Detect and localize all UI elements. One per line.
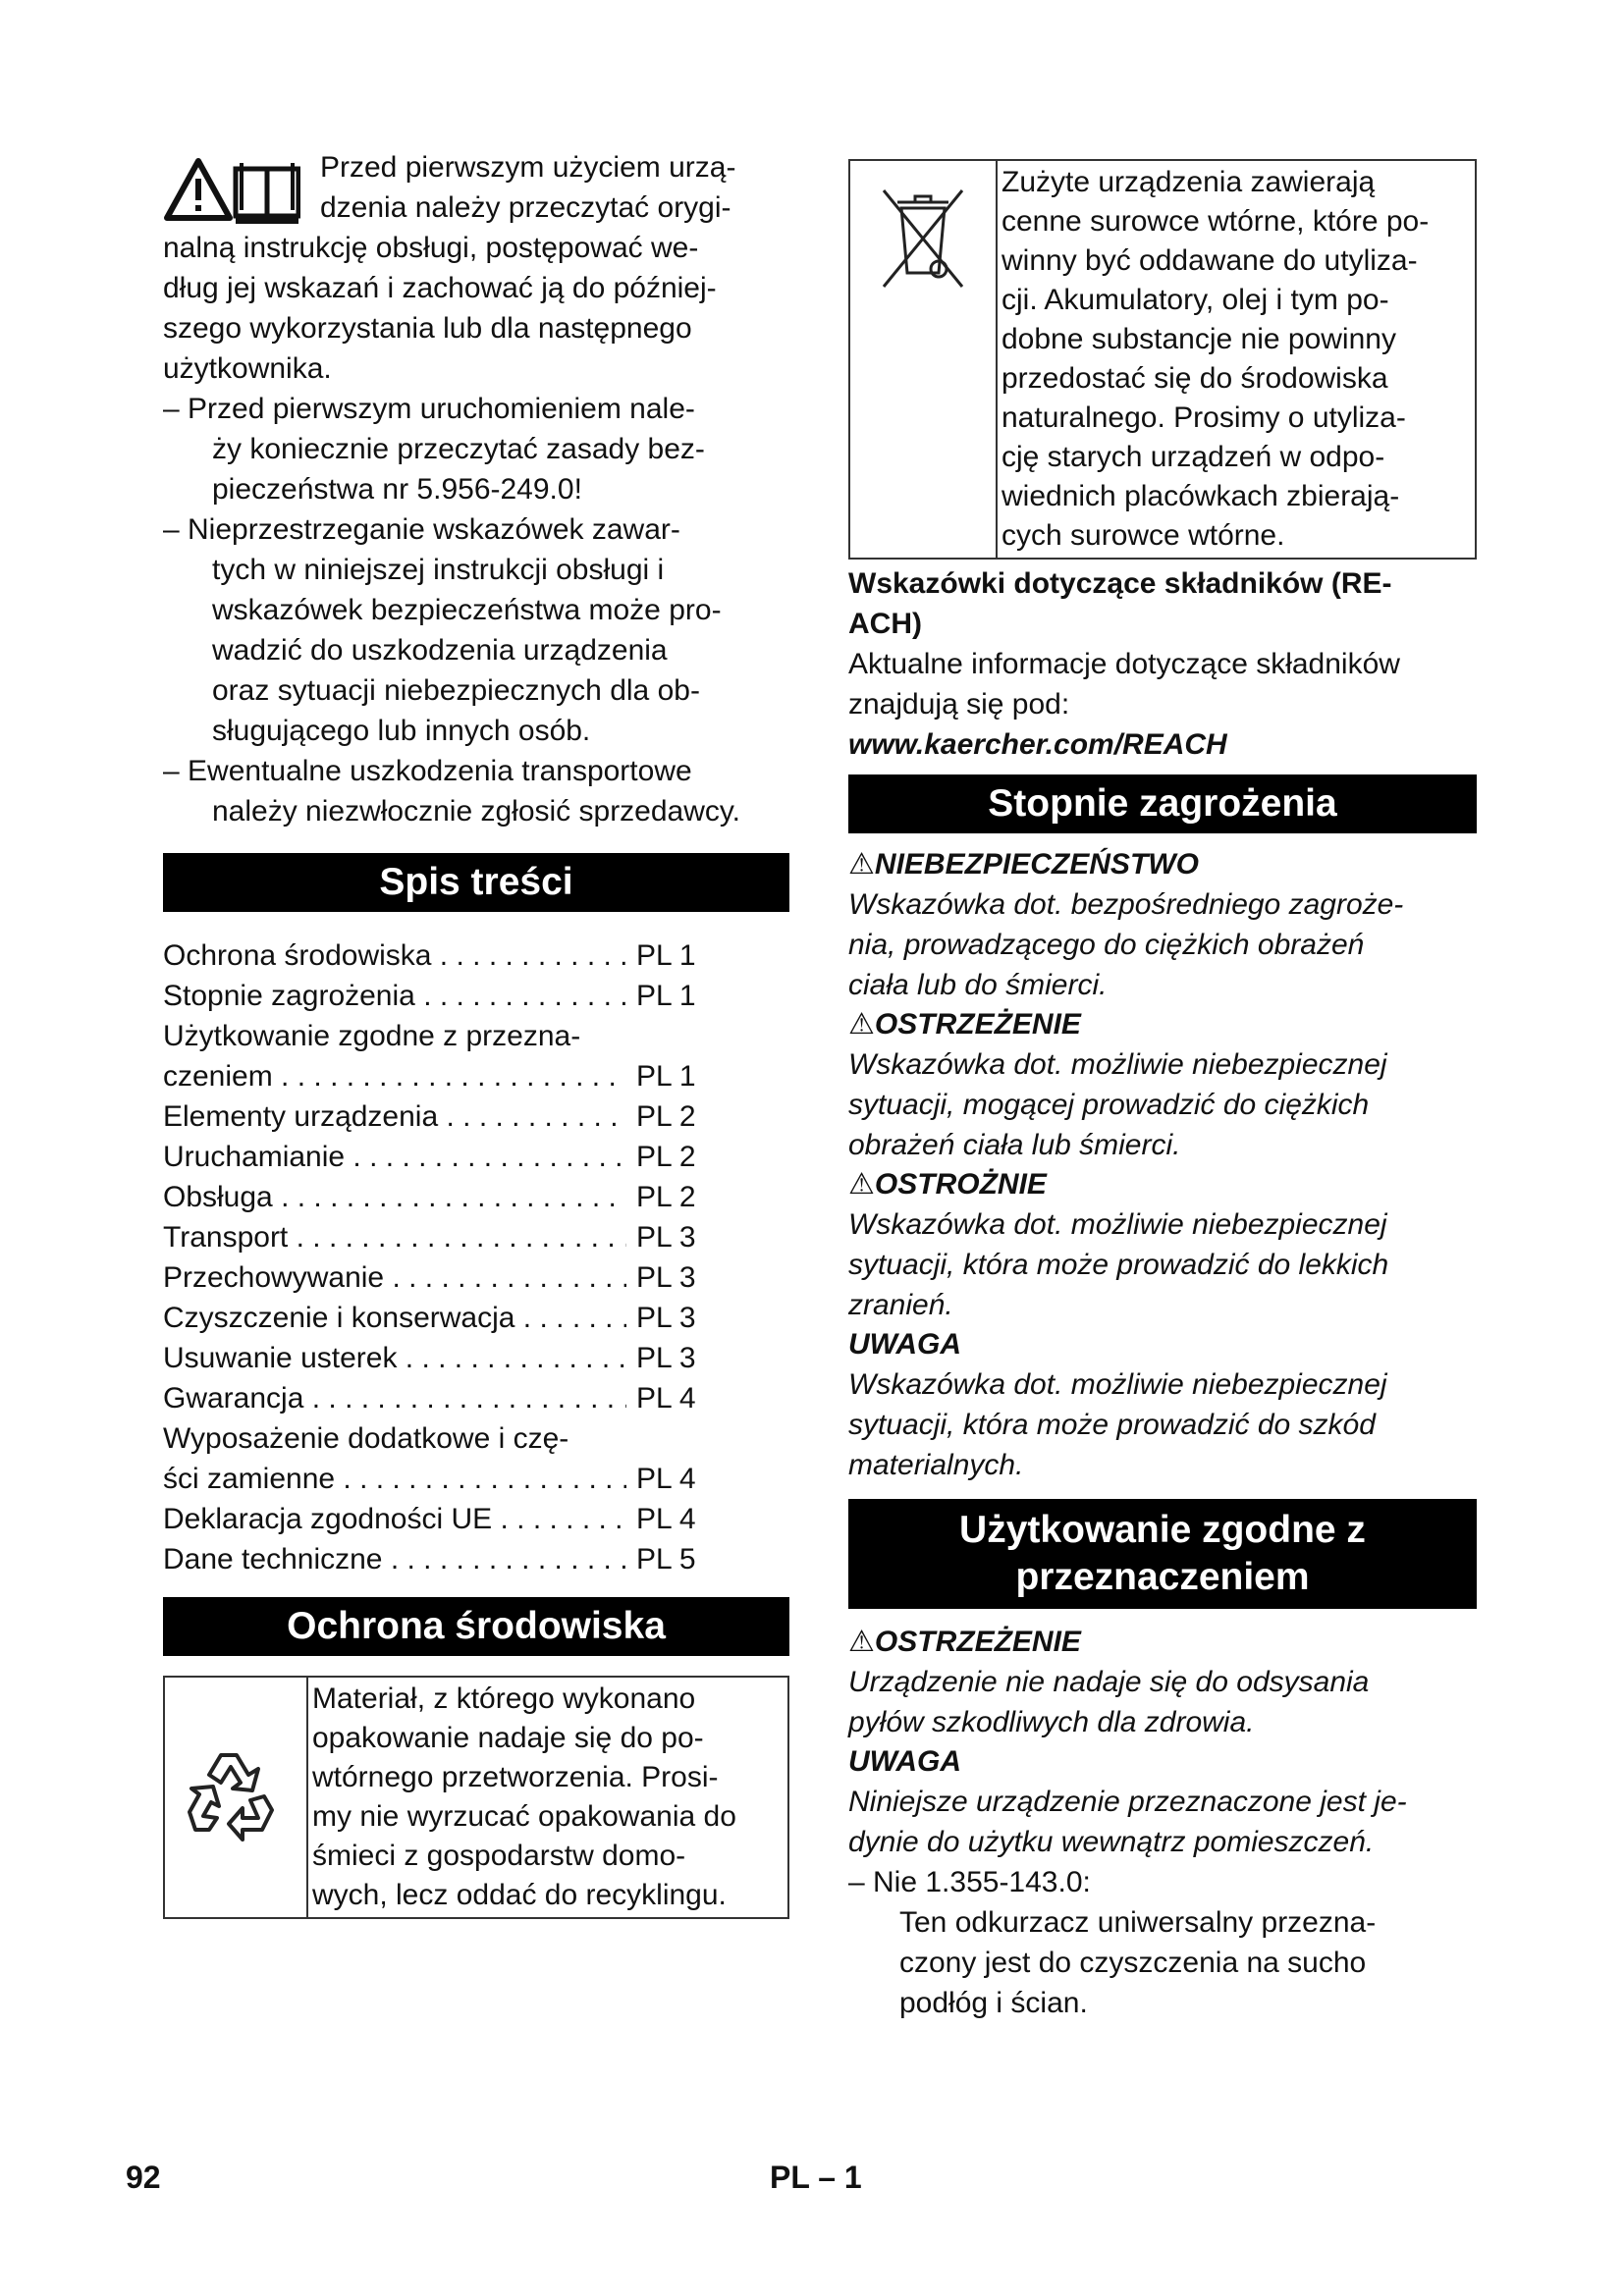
hazard-level-label: ⚠NIEBEZPIECZEŃSTWO	[848, 848, 1199, 881]
intro-line: użytkownika.	[163, 352, 332, 385]
toc-item-page: PL 1	[636, 939, 696, 972]
right-column	[848, 159, 1477, 2023]
usage-warning-label: ⚠OSTRZEŻENIE	[848, 1626, 1081, 1658]
usage-note-line: Niniejsze urządzenie przeznaczone jest je-	[848, 1786, 1407, 1818]
hazard-level-line: Wskazówka dot. możliwie niebezpiecznej	[848, 1208, 1387, 1241]
hazard-level-line: sytuacji, mogącej prowadzić do ciężkich	[848, 1089, 1370, 1121]
weee-line: Zużyte urządzenia zawierają	[1001, 166, 1376, 198]
toc-item-page: PL 4	[636, 1382, 696, 1415]
toc-item-page: PL 3	[636, 1302, 696, 1334]
hazard-level	[848, 1005, 1477, 1165]
toc-item-label: Stopnie zagrożenia . . .	[163, 976, 626, 1016]
left-column	[163, 147, 789, 1919]
hazard-level-line: sytuacji, która może prowadzić do szkód	[848, 1409, 1376, 1441]
toc-item-page: PL 2	[636, 1141, 696, 1173]
reach-heading: Wskazówki dotyczące składników (RE-	[848, 567, 1392, 600]
usage-model-line: podłóg i ścian.	[899, 1987, 1088, 2019]
toc-item[interactable]	[163, 1056, 701, 1096]
weee-line: cję starych urządzeń w odpo-	[1001, 441, 1385, 473]
usage-model-line: Ten odkurzacz uniwersalny przezna-	[899, 1906, 1377, 1939]
recycle-line: wtórnego przetworzenia. Prosi-	[312, 1761, 719, 1793]
intro-bullets	[163, 389, 789, 831]
toc-item-page	[626, 1418, 701, 1459]
toc-item-page: PL 5	[636, 1543, 696, 1575]
bullet-line: – Ewentualne uszkodzenia transportowe	[163, 755, 692, 787]
recycle-line: wych, lecz oddać do recyklingu.	[312, 1879, 727, 1911]
usage-heading-line: Użytkowanie zgodne z	[959, 1509, 1366, 1551]
hazard-level-line: Wskazówka dot. możliwie niebezpiecznej	[848, 1368, 1387, 1401]
toc-item[interactable]	[163, 1539, 701, 1579]
toc-item-label: Użytkowanie zgodne z przezna-	[163, 1020, 581, 1052]
reach-url-link[interactable]: www.kaercher.com/REACH	[848, 728, 1227, 761]
recycle-icon-cell	[165, 1678, 308, 1917]
toc-item[interactable]	[163, 1378, 701, 1418]
usage-model-line: czony jest do czyszczenia na sucho	[899, 1947, 1367, 1979]
reach-heading: ACH)	[848, 608, 922, 640]
toc-item-label: Wyposażenie dodatkowe i czę-	[163, 1422, 569, 1455]
usage-model: – Nie 1.355-143.0:	[848, 1866, 1091, 1898]
usage-section	[848, 1623, 1477, 2023]
toc-item[interactable]	[163, 976, 701, 1016]
usage-heading-line: przeznaczeniem	[1015, 1556, 1310, 1598]
env-heading: Ochrona środowiska	[163, 1597, 789, 1656]
hazard-level	[848, 1325, 1477, 1485]
intro-section	[163, 147, 789, 389]
toc-item[interactable]	[163, 1096, 701, 1137]
bullet-line: wskazówek bezpieczeństwa może pro-	[212, 594, 722, 626]
toc-item[interactable]	[163, 1338, 701, 1378]
warning-manual-icon	[163, 153, 300, 232]
recycle-box	[163, 1676, 789, 1919]
hazard-level-line: Wskazówka dot. możliwie niebezpiecznej	[848, 1048, 1387, 1081]
usage-warning-line: Urządzenie nie nadaje się do odsysania	[848, 1666, 1370, 1698]
toc-item-label: Czyszczenie i konserwacja . . .	[163, 1298, 626, 1338]
intro-line: dług jej wskazań i zachować ją do później-	[163, 272, 717, 304]
bullet-line: – Nieprzestrzeganie wskazówek zawar-	[163, 513, 680, 546]
weee-line: wiednich placówkach zbierają-	[1001, 480, 1400, 512]
toc-item[interactable]	[163, 1298, 701, 1338]
weee-text	[998, 161, 1475, 558]
warning-triangle-icon: ⚠	[848, 1626, 875, 1658]
usage-warning-line: pyłów szkodliwych dla zdrowia.	[848, 1706, 1255, 1738]
intro-line: dzenia należy przeczytać orygi-	[320, 191, 731, 224]
recycle-line: my nie wyrzucać opakowania do	[312, 1800, 736, 1833]
toc-item-label: Dane techniczne . . .	[163, 1539, 626, 1579]
recycle-line: śmieci z gospodarstw domo-	[312, 1840, 686, 1872]
weee-icon-cell	[850, 161, 998, 558]
toc-heading: Spis treści	[163, 853, 789, 912]
weee-box	[848, 159, 1477, 560]
toc-item[interactable]	[163, 935, 701, 976]
weee-line: cych surowce wtórne.	[1001, 519, 1285, 552]
reach-section	[848, 563, 1477, 765]
page-number: 92	[126, 2160, 161, 2195]
recycle-icon	[182, 1743, 290, 1851]
toc-item-page: PL 3	[636, 1261, 696, 1294]
bullet-line: tych w niniejszej instrukcji obsługi i	[212, 554, 665, 586]
toc-item[interactable]	[163, 1137, 701, 1177]
intro-line: nalną instrukcję obsługi, postępować we-	[163, 232, 699, 264]
toc-item-label: Deklaracja zgodności UE . . .	[163, 1499, 626, 1539]
bullet-line: pieczeństwa nr 5.956-249.0!	[212, 473, 582, 506]
toc-item[interactable]	[163, 1217, 701, 1257]
weee-line: przedostać się do środowiska	[1001, 362, 1388, 395]
toc-item-label: Uruchamianie . . .	[163, 1137, 626, 1177]
bullet-line: oraz sytuacji niebezpiecznych dla ob-	[212, 674, 700, 707]
toc-item-page: PL 1	[636, 1060, 696, 1093]
toc-item-label: czeniem . . .	[163, 1056, 626, 1096]
bullet-line: sługującego lub innych osób.	[212, 715, 591, 747]
usage-heading	[848, 1499, 1477, 1609]
hazard-level-label: ⚠OSTROŻNIE	[848, 1168, 1047, 1201]
hazard-level-line: materialnych.	[848, 1449, 1024, 1481]
weee-line: winny być oddawane do utyliza-	[1001, 244, 1418, 277]
toc-item-label: Elementy urządzenia . . .	[163, 1096, 626, 1137]
warning-triangle-icon: ⚠	[848, 1008, 875, 1041]
toc-item-page: PL 1	[636, 980, 696, 1012]
hazard-heading: Stopnie zagrożenia	[848, 774, 1477, 833]
toc-item-page: PL 3	[636, 1342, 696, 1374]
toc-item[interactable]	[163, 1499, 701, 1539]
hazard-levels	[848, 845, 1477, 1485]
toc-item-page: PL 2	[636, 1100, 696, 1133]
toc-item-label: Usuwanie usterek . . .	[163, 1338, 626, 1378]
toc-item-label: Gwarancja . . .	[163, 1378, 626, 1418]
toc-item[interactable]	[163, 1016, 701, 1056]
lang-page-label: PL – 1	[770, 2160, 862, 2195]
usage-note-line: dynie do użytku wewnątrz pomieszczeń.	[848, 1826, 1375, 1858]
usage-note-label: UWAGA	[848, 1745, 961, 1778]
hazard-level-label: ⚠OSTRZEŻENIE	[848, 1008, 1081, 1041]
bullet-line: ży koniecznie przeczytać zasady bez-	[212, 433, 705, 465]
toc-item-label: ści zamienne . . .	[163, 1459, 626, 1499]
reach-text: znajdują się pod:	[848, 688, 1070, 721]
weee-line: naturalnego. Prosimy o utyliza-	[1001, 401, 1406, 434]
bullet-line: należy niezwłocznie zgłosić sprzedawcy.	[212, 795, 741, 828]
hazard-level-line: obrażeń ciała lub śmierci.	[848, 1129, 1181, 1161]
hazard-level-line: zranień.	[848, 1289, 953, 1321]
warning-triangle-icon: ⚠	[848, 848, 875, 881]
toc-item[interactable]	[163, 1257, 701, 1298]
hazard-level-line: nia, prowadzącego do ciężkich obrażeń	[848, 929, 1365, 961]
weee-line: dobne substancje nie powinny	[1001, 323, 1396, 355]
toc-item-page: PL 3	[636, 1221, 696, 1254]
reach-text: Aktualne informacje dotyczące składników	[848, 648, 1400, 680]
toc-item-label: Ochrona środowiska . . .	[163, 935, 626, 976]
hazard-level-line: sytuacji, która może prowadzić do lekkich	[848, 1249, 1389, 1281]
hazard-level	[848, 845, 1477, 1005]
toc-list	[163, 935, 789, 1579]
hazard-level-line: ciała lub do śmierci.	[848, 969, 1108, 1001]
toc-item[interactable]	[163, 1177, 701, 1217]
bullet-line: – Przed pierwszym uruchomieniem nale-	[163, 393, 695, 425]
toc-item-label: Przechowywanie . . .	[163, 1257, 626, 1298]
toc-item-page: PL 4	[636, 1463, 696, 1495]
hazard-level-label: UWAGA	[848, 1328, 961, 1361]
recycle-line: Materiał, z którego wykonano	[312, 1682, 696, 1715]
toc-item-page: PL 2	[636, 1181, 696, 1213]
intro-first-line: Przed pierwszym użyciem urzą-	[320, 151, 736, 184]
toc-item-page	[626, 1016, 701, 1056]
weee-line: cji. Akumulatory, olej i tym po-	[1001, 284, 1389, 316]
hazard-level	[848, 1165, 1477, 1325]
toc-item-label: Transport . . .	[163, 1217, 626, 1257]
toc-item[interactable]	[163, 1459, 701, 1499]
toc-item[interactable]	[163, 1418, 701, 1459]
hazard-level-line: Wskazówka dot. bezpośredniego zagroże-	[848, 888, 1404, 921]
recycle-text	[308, 1678, 787, 1917]
crossed-bin-icon	[874, 179, 972, 296]
toc-item-label: Obsługa . . .	[163, 1177, 626, 1217]
recycle-line: opakowanie nadaje się do po-	[312, 1722, 704, 1754]
intro-line: szego wykorzystania lub dla następnego	[163, 312, 692, 345]
bullet-line: wadzić do uszkodzenia urządzenia	[212, 634, 668, 667]
toc-item-page: PL 4	[636, 1503, 696, 1535]
weee-line: cenne surowce wtórne, które po-	[1001, 205, 1430, 238]
warning-triangle-icon: ⚠	[848, 1168, 875, 1201]
